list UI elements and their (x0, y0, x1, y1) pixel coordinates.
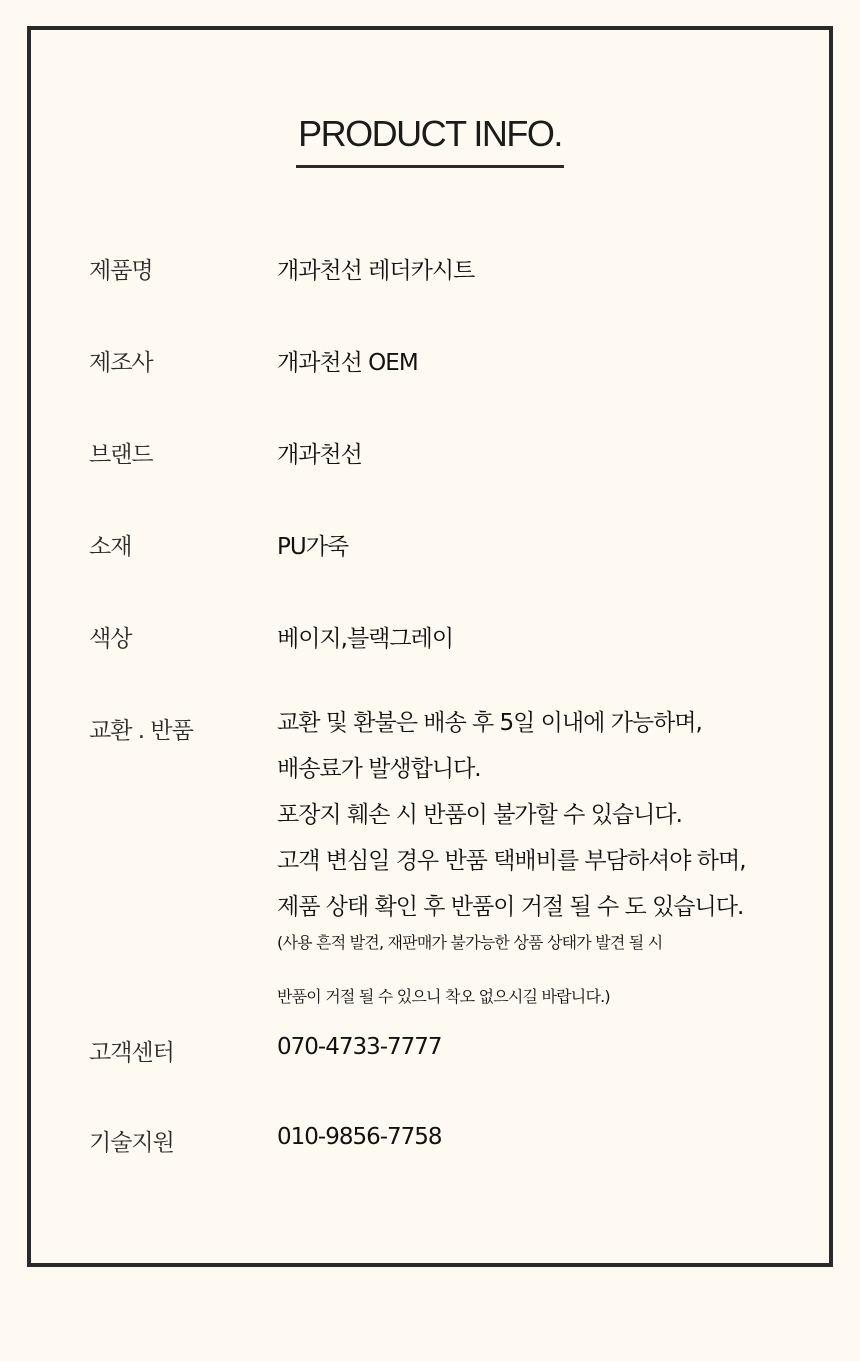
info-label: 교환 . 반품 (89, 718, 193, 744)
policy-line: 제품 상태 확인 후 반품이 거절 될 수 도 있습니다. (277, 894, 744, 920)
info-value: 010-9856-7758 (277, 1124, 442, 1150)
info-value: PU가죽 (277, 534, 349, 560)
policy-line: 배송료가 발생합니다. (277, 756, 481, 782)
info-label: 기술지원 (89, 1130, 174, 1156)
info-label: 고객센터 (89, 1040, 174, 1066)
exchange-policy-text (277, 700, 746, 1038)
page-title: PRODUCT INFO. (296, 112, 564, 168)
info-label: 소재 (89, 534, 132, 560)
info-label: 제조사 (89, 350, 153, 376)
info-value: 개과천선 (277, 442, 362, 468)
info-value: 개과천선 레더카시트 (277, 258, 475, 284)
title-wrap (31, 112, 829, 168)
info-value: 개과천선 OEM (277, 350, 418, 376)
policy-line: 포장지 훼손 시 반품이 불가할 수 있습니다. (277, 802, 682, 828)
info-label: 브랜드 (89, 442, 153, 468)
info-value: 070-4733-7777 (277, 1034, 442, 1060)
policy-line: 교환 및 환불은 배송 후 5일 이내에 가능하며, (277, 710, 702, 736)
policy-line: 고객 변심일 경우 반품 택배비를 부담하셔야 하며, (277, 848, 746, 874)
policy-note: (사용 흔적 발견, 재판매가 불가능한 상품 상태가 발견 될 시 (277, 933, 663, 952)
info-value: 베이지,블랙그레이 (277, 626, 454, 652)
info-label: 색상 (89, 626, 132, 652)
info-label: 제품명 (89, 258, 153, 284)
policy-note: 반품이 거절 될 수 있으니 착오 없으시길 바랍니다.) (277, 987, 610, 1006)
product-info-frame (27, 26, 833, 1267)
